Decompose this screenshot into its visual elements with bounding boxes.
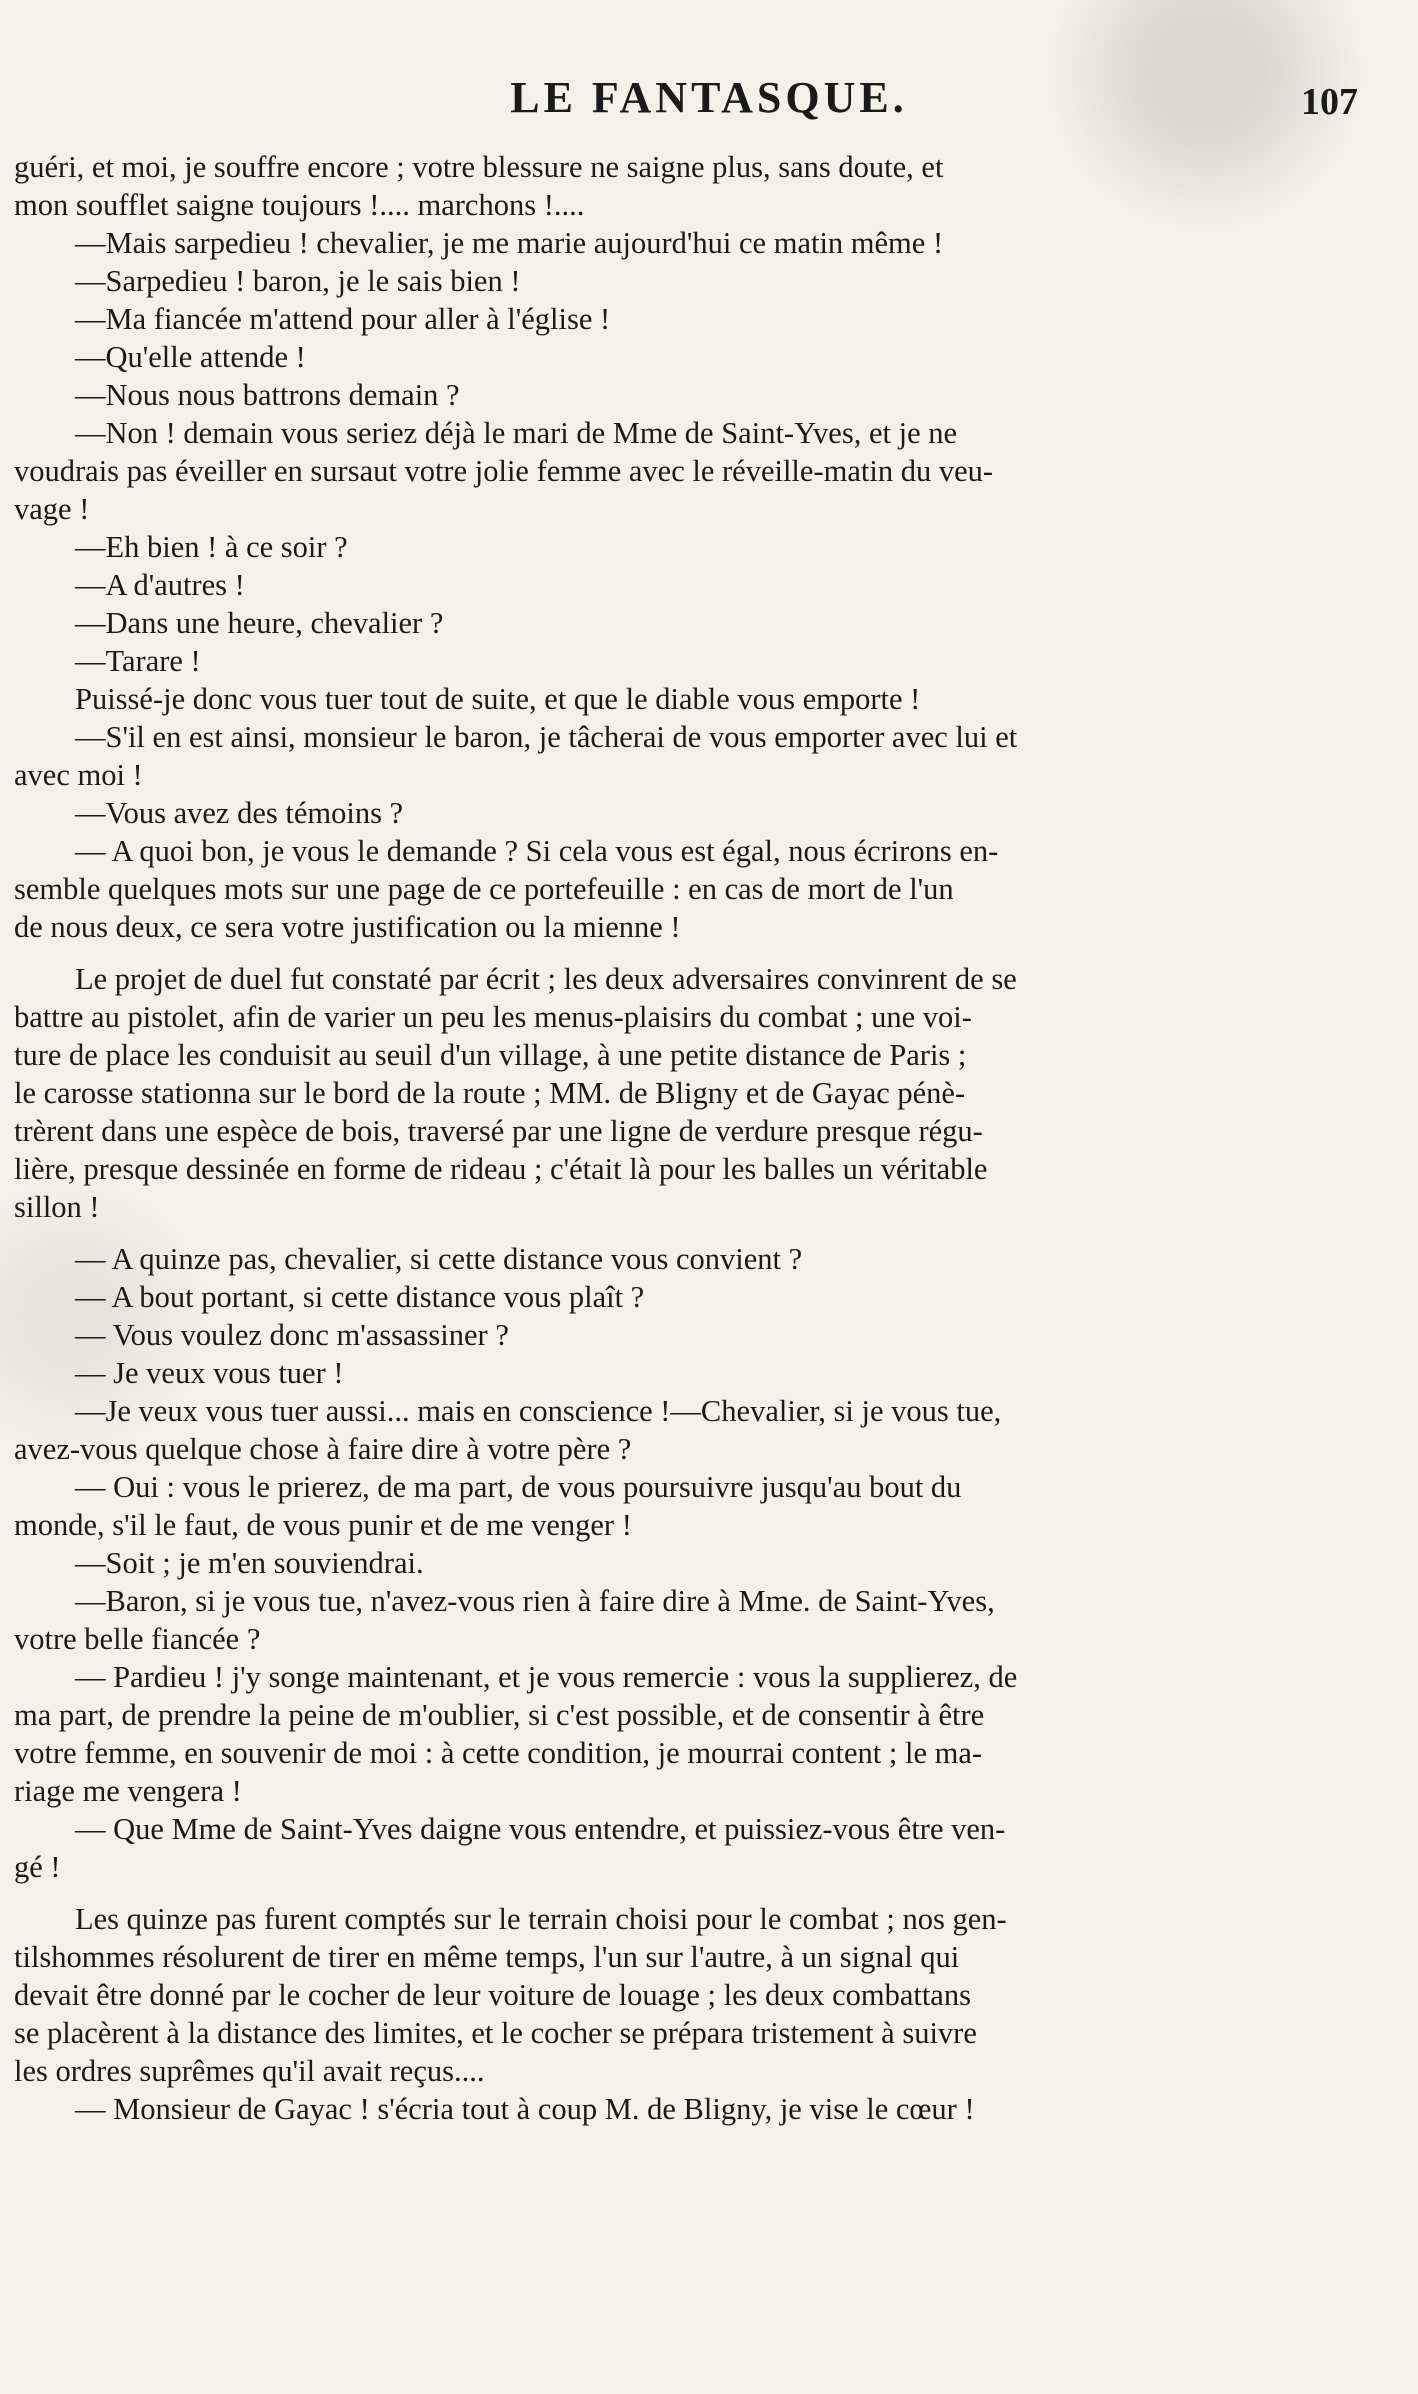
text-line: —Tarare ! xyxy=(14,644,201,678)
text-line: semble quelques mots sur une page de ce portefeuille : en cas de mort de l'un xyxy=(14,872,954,906)
text-line: monde, s'il le faut, de vous punir et de me venger ! xyxy=(14,1508,632,1542)
text-line: —Ma fiancée m'attend pour aller à l'église ! xyxy=(14,302,611,336)
text-line: votre femme, en souvenir de moi : à cette condition, je mourrai content ; le ma- xyxy=(14,1736,983,1770)
text-line: —Dans une heure, chevalier ? xyxy=(14,606,444,640)
text-line: — A quoi bon, je vous le demande ? Si cela vous est égal, nous écrirons en- xyxy=(14,834,999,868)
text-line: guéri, et moi, je souffre encore ; votre blessure ne saigne plus, sans doute, et xyxy=(14,150,944,184)
text-line: tilshommes résolurent de tirer en même temps, l'un sur l'autre, à un signal qui xyxy=(14,1940,960,1974)
text-line: devait être donné par le cocher de leur voiture de louage ; les deux combattans xyxy=(14,1978,971,2012)
text-line: —Qu'elle attende ! xyxy=(14,340,306,374)
text-line: vage ! xyxy=(14,492,90,526)
text-line: se placèrent à la distance des limites, et le cocher se prépara tristement à suivre xyxy=(14,2016,977,2050)
text-line: —Baron, si je vous tue, n'avez-vous rien à faire dire à Mme. de Saint-Yves, xyxy=(14,1584,995,1618)
text-line: — Vous voulez donc m'assassiner ? xyxy=(14,1318,509,1352)
text-line: les ordres suprêmes qu'il avait reçus.... xyxy=(14,2054,485,2088)
page-number: 107 xyxy=(1301,81,1358,123)
text-line: avec moi ! xyxy=(14,758,143,792)
text-line: avez-vous quelque chose à faire dire à votre père ? xyxy=(14,1432,632,1466)
text-line: — A bout portant, si cette distance vous plaît ? xyxy=(14,1280,645,1314)
text-line: —Nous nous battrons demain ? xyxy=(14,378,460,412)
text-line: lière, presque dessinée en forme de rideau ; c'était là pour les balles un véritable xyxy=(14,1152,988,1186)
text-line: Le projet de duel fut constaté par écrit ; les deux adversaires convinrent de se xyxy=(14,962,1017,996)
text-line: —Non ! demain vous seriez déjà le mari de Mme de Saint-Yves, et je ne xyxy=(14,416,958,450)
text-line: — Monsieur de Gayac ! s'écria tout à coup M. de Bligny, je vise le cœur ! xyxy=(14,2092,975,2126)
paragraph-gap xyxy=(14,1886,1310,1900)
text-line: —Mais sarpedieu ! chevalier, je me marie aujourd'hui ce matin même ! xyxy=(14,226,944,260)
text-line: —Sarpedieu ! baron, je le sais bien ! xyxy=(14,264,521,298)
text-line: mon soufflet saigne toujours !.... marchons !.... xyxy=(14,188,585,222)
text-line: riage me vengera ! xyxy=(14,1774,242,1808)
text-line: — Que Mme de Saint-Yves daigne vous entendre, et puissiez-vous être ven- xyxy=(14,1812,1006,1846)
text-line: — Je veux vous tuer ! xyxy=(14,1356,344,1390)
paragraph-gap xyxy=(14,946,1310,960)
text-line: —Je veux vous tuer aussi... mais en conscience !—Chevalier, si je vous tue, xyxy=(14,1394,1002,1428)
text-line: ma part, de prendre la peine de m'oublier, si c'est possible, et de consentir à être xyxy=(14,1698,985,1732)
text-line: le carosse stationna sur le bord de la route ; MM. de Bligny et de Gayac pénè- xyxy=(14,1076,966,1110)
text-line: — Oui : vous le prierez, de ma part, de vous poursuivre jusqu'au bout du xyxy=(14,1470,962,1504)
text-line: trèrent dans une espèce de bois, traversé par une ligne de verdure presque régu- xyxy=(14,1114,983,1148)
text-line: —Vous avez des témoins ? xyxy=(14,796,404,830)
text-line: battre au pistolet, afin de varier un peu les menus-plaisirs du combat ; une voi- xyxy=(14,1000,972,1034)
text-line: —Eh bien ! à ce soir ? xyxy=(14,530,348,564)
text-line: ture de place les conduisit au seuil d'un village, à une petite distance de Paris ; xyxy=(14,1038,967,1072)
text-line: votre belle fiancée ? xyxy=(14,1622,261,1656)
article-body xyxy=(14,148,1310,2128)
text-line: Puissé-je donc vous tuer tout de suite, et que le diable vous emporte ! xyxy=(14,682,921,716)
paragraph-gap xyxy=(14,1226,1310,1240)
text-line: voudrais pas éveiller en sursaut votre jolie femme avec le réveille-matin du veu- xyxy=(14,454,994,488)
running-title: LE FANTASQUE. xyxy=(510,73,908,122)
text-line: —S'il en est ainsi, monsieur le baron, je tâcherai de vous emporter avec lui et xyxy=(14,720,1018,754)
text-line: —Soit ; je m'en souviendrai. xyxy=(14,1546,424,1580)
text-line: — Pardieu ! j'y songe maintenant, et je vous remercie : vous la supplierez, de xyxy=(14,1660,1018,1694)
text-line: —A d'autres ! xyxy=(14,568,245,602)
text-line: de nous deux, ce sera votre justification ou la mienne ! xyxy=(14,910,681,944)
text-line: Les quinze pas furent comptés sur le terrain choisi pour le combat ; nos gen- xyxy=(14,1902,1007,1936)
text-line: sillon ! xyxy=(14,1190,100,1224)
text-line: — A quinze pas, chevalier, si cette distance vous convient ? xyxy=(14,1242,803,1276)
page-header xyxy=(0,72,1418,142)
text-line: gé ! xyxy=(14,1850,61,1884)
